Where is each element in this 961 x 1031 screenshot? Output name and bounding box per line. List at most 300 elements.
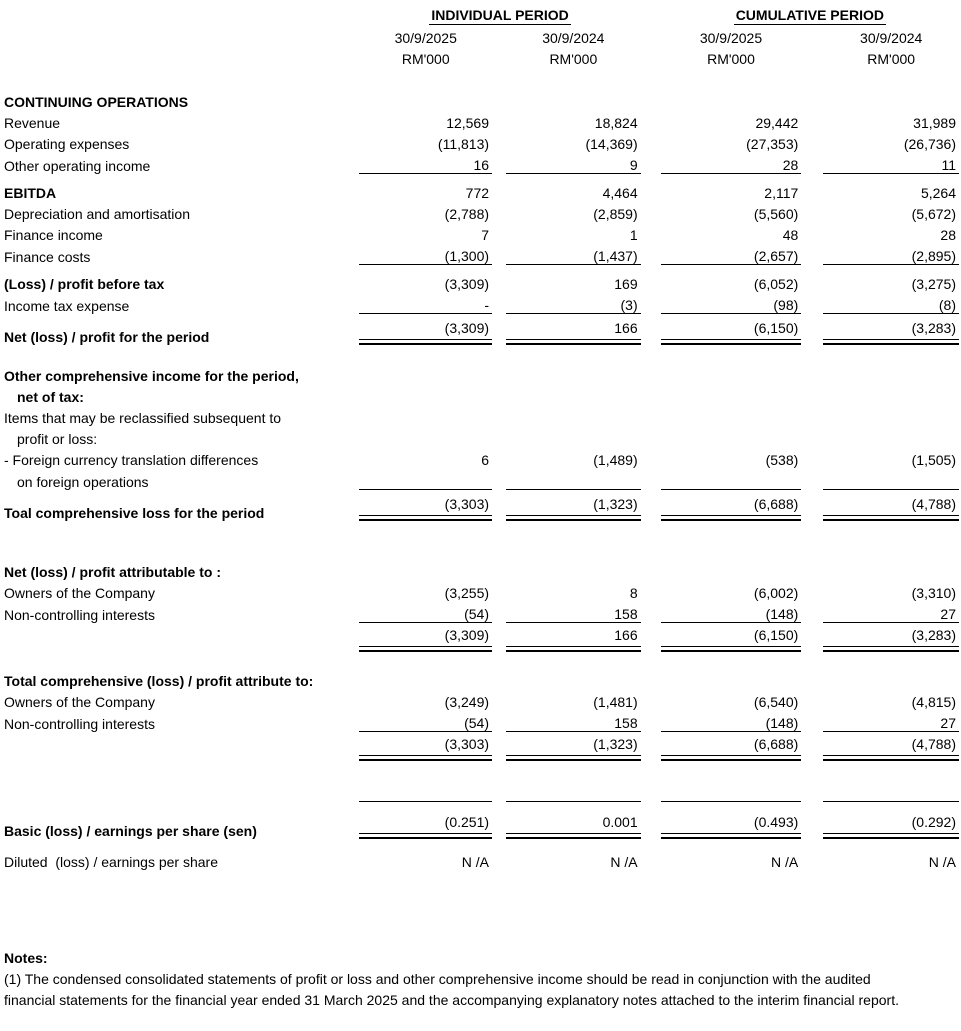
column-gap [641, 689, 661, 710]
value-cell [661, 468, 802, 490]
column-gap [641, 314, 661, 346]
column-gap [801, 152, 823, 174]
column-gap [801, 668, 823, 689]
table-row [4, 265, 959, 293]
value-text: 7 [481, 227, 490, 243]
value-cell [661, 732, 802, 762]
value-text: (0.251) [444, 814, 490, 830]
table-row [4, 490, 959, 522]
value-cell [506, 201, 641, 222]
column-gap [492, 668, 506, 689]
value-cell [359, 623, 492, 653]
table-row [4, 201, 959, 222]
spacer-row [4, 521, 959, 559]
header-gap [641, 5, 661, 25]
value-cell [359, 490, 492, 522]
value-cell [823, 314, 959, 346]
cumulative-period-header [661, 5, 959, 25]
table-row [4, 405, 959, 426]
spacer-row [4, 761, 959, 802]
table-row [4, 292, 959, 314]
value-cell [359, 447, 492, 468]
value-cell [506, 243, 641, 265]
column-gap [801, 110, 823, 131]
column-gap [801, 732, 823, 762]
value-text: (2,859) [593, 206, 638, 222]
value-text: (3,303) [444, 736, 490, 752]
individual-period-header [359, 5, 640, 25]
column-gap [641, 623, 661, 653]
spacer-cell [4, 839, 959, 849]
column-gap [641, 468, 661, 490]
value-cell [823, 490, 959, 522]
row-label: CONTINUING OPERATIONS [4, 94, 189, 110]
value-cell [661, 243, 802, 265]
row-label: Items that may be reclassified subsequent to [4, 410, 282, 426]
header-gap [641, 25, 661, 46]
header-spacer [4, 25, 359, 46]
value-cell [506, 110, 641, 131]
row-label [4, 732, 359, 762]
row-label: Operating expenses [4, 136, 130, 152]
value-text: - [484, 297, 490, 313]
value-text: (54) [464, 715, 490, 731]
header-gap [492, 46, 506, 67]
value-cell [506, 131, 641, 152]
value-cell [661, 802, 802, 840]
value-cell [661, 174, 802, 202]
table-row [4, 802, 959, 840]
column-gap [641, 152, 661, 174]
row-label: Net (loss) / profit attributable to : [4, 564, 221, 580]
value-cell [359, 468, 492, 490]
value-text: (6,150) [753, 627, 799, 643]
value-text: (5,672) [911, 206, 956, 222]
value-cell [359, 243, 492, 265]
row-label: (Loss) / profit before tax [4, 276, 165, 292]
column-date: 30/9/2024 [860, 30, 923, 46]
value-text: 28 [782, 157, 799, 173]
column-gap [641, 668, 661, 689]
value-cell [506, 468, 641, 490]
value-text: N /A [928, 854, 956, 870]
value-text: (1,505) [911, 452, 956, 468]
value-text: 27 [940, 606, 956, 622]
value-cell [359, 849, 492, 870]
column-unit: RM'000 [707, 51, 755, 67]
value-text: (6,150) [753, 320, 799, 336]
value-text: (11,813) [437, 136, 490, 152]
value-text: (3,283) [911, 320, 956, 336]
header-gap [641, 46, 661, 67]
header-gap [801, 46, 823, 67]
value-text: (3,283) [911, 627, 956, 643]
table-row [4, 732, 959, 762]
value-cell [661, 559, 802, 580]
value-cell [823, 732, 959, 762]
column-gap [641, 201, 661, 222]
column-gap [492, 265, 506, 293]
value-cell [823, 559, 959, 580]
column-gap [492, 802, 506, 840]
value-text: (3,255) [444, 585, 490, 601]
table-row [4, 243, 959, 265]
column-gap [801, 222, 823, 243]
column-gap [641, 243, 661, 265]
table-row [4, 363, 959, 384]
value-cell [506, 580, 641, 601]
row-label: - Foreign currency translation differences [4, 452, 259, 468]
column-gap [801, 426, 823, 447]
value-cell [506, 174, 641, 202]
value-text: (5,560) [753, 206, 799, 222]
value-text: 9 [629, 157, 638, 173]
value-cell [359, 668, 492, 689]
value-text: 16 [473, 157, 490, 173]
value-text: 31,989 [913, 115, 956, 131]
table-row [4, 110, 959, 131]
column-gap [801, 384, 823, 405]
column-gap [801, 89, 823, 110]
column-gap [641, 89, 661, 110]
value-cell [506, 384, 641, 405]
value-text: N /A [461, 854, 490, 870]
value-cell [823, 447, 959, 468]
value-text: (4,788) [911, 736, 956, 752]
column-gap [641, 384, 661, 405]
column-gap [641, 363, 661, 384]
note-text-line: financial statements for the financial year ended 31 March 2025 and the accompanying explanatory notes attached to the interim financial report. [4, 992, 899, 1008]
value-cell [506, 559, 641, 580]
table-row [4, 623, 959, 653]
value-cell [506, 222, 641, 243]
column-gap [492, 426, 506, 447]
spacer-row [4, 652, 959, 668]
column-gap [801, 405, 823, 426]
column-gap [641, 710, 661, 732]
column-gap [801, 849, 823, 870]
value-cell [359, 152, 492, 174]
value-cell [823, 201, 959, 222]
column-gap [492, 89, 506, 110]
value-text: (2,788) [444, 206, 490, 222]
row-label: EBITDA [4, 185, 57, 201]
value-cell [359, 710, 492, 732]
value-cell [359, 601, 492, 623]
date-row [4, 25, 959, 46]
value-cell [359, 174, 492, 202]
column-gap [641, 601, 661, 623]
column-gap [641, 849, 661, 870]
value-text: 169 [614, 276, 638, 292]
column-gap [801, 490, 823, 522]
column-gap [641, 490, 661, 522]
value-cell [823, 363, 959, 384]
value-text: 12,569 [446, 115, 490, 131]
value-text: (6,052) [753, 276, 799, 292]
column-gap [641, 447, 661, 468]
value-cell [823, 802, 959, 840]
value-cell [359, 131, 492, 152]
table-row [4, 689, 959, 710]
column-gap [801, 314, 823, 346]
column-gap [492, 710, 506, 732]
value-text: 6 [481, 452, 490, 468]
value-cell [506, 426, 641, 447]
individual-period-label: INDIVIDUAL PERIOD [431, 7, 569, 23]
value-cell [359, 689, 492, 710]
value-cell [823, 710, 959, 732]
column-date: 30/9/2024 [542, 30, 605, 46]
value-cell [823, 152, 959, 174]
value-cell [661, 152, 802, 174]
value-text: (4,788) [911, 496, 956, 512]
row-label: Basic (loss) / earnings per share (sen) [4, 823, 257, 839]
row-label: Toal comprehensive loss for the period [4, 505, 265, 521]
value-text: (1,481) [593, 694, 638, 710]
unit-row [4, 46, 959, 67]
column-gap [492, 292, 506, 314]
column-gap [641, 131, 661, 152]
table-row [4, 152, 959, 174]
value-cell [823, 426, 959, 447]
table-row [4, 384, 959, 405]
column-gap [801, 802, 823, 840]
column-gap [492, 468, 506, 490]
column-date: 30/9/2025 [699, 30, 763, 46]
row-label: Net (loss) / profit for the period [4, 329, 210, 345]
value-cell [823, 174, 959, 202]
value-cell [506, 668, 641, 689]
value-cell [506, 89, 641, 110]
value-cell [359, 292, 492, 314]
value-cell [661, 201, 802, 222]
value-cell [506, 802, 641, 840]
value-text: 27 [940, 715, 956, 731]
column-gap [492, 314, 506, 346]
column-gap [801, 363, 823, 384]
row-label: Non-controlling interests [4, 715, 155, 732]
row-label: Income tax expense [4, 297, 130, 314]
spacer-cell [4, 67, 959, 89]
value-cell [661, 447, 802, 468]
note-text-line: (1) The condensed consolidated statements of profit or loss and other comprehensive income should be read in conjunction with the audited [4, 971, 871, 987]
column-gap [492, 732, 506, 762]
table-row [4, 131, 959, 152]
value-cell [661, 580, 802, 601]
value-cell [661, 849, 802, 870]
column-gap [801, 131, 823, 152]
column-gap [492, 580, 506, 601]
value-text: 166 [614, 320, 638, 336]
header-gap [801, 25, 823, 46]
value-text: 4,464 [602, 185, 638, 201]
row-label: profit or loss: [17, 431, 98, 447]
value-cell [661, 131, 802, 152]
value-text: 772 [465, 185, 490, 201]
value-text: (3,310) [911, 585, 956, 601]
value-cell [661, 426, 802, 447]
value-text: (6,002) [753, 585, 799, 601]
column-gap [801, 468, 823, 490]
row-label: Depreciation and amortisation [4, 206, 190, 222]
value-text: (3,309) [444, 276, 490, 292]
row-label: Owners of the Company [4, 585, 155, 601]
notes-section [4, 948, 959, 1011]
cumulative-period-label: CUMULATIVE PERIOD [735, 7, 884, 23]
column-gap [801, 559, 823, 580]
spacer-row [4, 345, 959, 363]
value-text: (1,323) [593, 736, 638, 752]
value-text: 158 [614, 606, 638, 622]
column-gap [492, 222, 506, 243]
value-cell [661, 668, 802, 689]
value-text: 8 [629, 585, 638, 601]
row-label: Total comprehensive (loss) / profit attribute to: [4, 673, 314, 689]
row-label [4, 623, 359, 653]
value-cell [823, 222, 959, 243]
period-group-row [4, 5, 959, 25]
value-cell [661, 265, 802, 293]
value-cell [661, 89, 802, 110]
value-text: N /A [771, 854, 799, 870]
value-text: 166 [614, 627, 638, 643]
value-text: 29,442 [755, 115, 799, 131]
value-text: (4,815) [911, 694, 956, 710]
spacer-row [4, 67, 959, 89]
value-cell [506, 689, 641, 710]
value-cell [359, 265, 492, 293]
value-text: 18,824 [594, 115, 638, 131]
column-gap [801, 623, 823, 653]
table-row [4, 89, 959, 110]
value-cell [823, 405, 959, 426]
value-text: (1,300) [444, 248, 490, 264]
value-text: (26,736) [903, 136, 956, 152]
value-cell [506, 447, 641, 468]
column-gap [801, 243, 823, 265]
column-gap [492, 110, 506, 131]
column-date: 30/9/2025 [394, 30, 457, 46]
value-text: 48 [782, 227, 799, 243]
table-row [4, 849, 959, 870]
column-gap [492, 490, 506, 522]
spacer-cell [4, 761, 959, 802]
value-text: (0.493) [753, 814, 799, 830]
header-gap [492, 25, 506, 46]
column-gap [801, 601, 823, 623]
value-cell [661, 601, 802, 623]
value-cell [506, 265, 641, 293]
value-cell [506, 601, 641, 623]
column-gap [492, 363, 506, 384]
table-row [4, 559, 959, 580]
spacer-cell [4, 521, 959, 559]
value-cell [661, 405, 802, 426]
value-text: 2,117 [764, 185, 799, 201]
value-cell [359, 580, 492, 601]
value-cell [506, 292, 641, 314]
value-cell [823, 623, 959, 653]
value-cell [359, 384, 492, 405]
column-gap [641, 222, 661, 243]
column-gap [801, 201, 823, 222]
value-text: (3,309) [444, 627, 490, 643]
column-gap [641, 292, 661, 314]
notes-heading: Notes: [4, 950, 48, 966]
row-label: net of tax: [17, 389, 84, 405]
column-gap [801, 265, 823, 293]
column-gap [492, 174, 506, 202]
value-cell [661, 689, 802, 710]
table-row [4, 222, 959, 243]
value-cell [359, 405, 492, 426]
value-cell [359, 732, 492, 762]
row-label: Other comprehensive income for the period, [4, 368, 299, 384]
value-cell [359, 426, 492, 447]
column-unit: RM'000 [549, 51, 598, 67]
value-cell [823, 292, 959, 314]
column-gap [801, 174, 823, 202]
column-gap [492, 384, 506, 405]
value-text: (98) [773, 297, 799, 313]
value-text: (3,275) [911, 276, 956, 292]
value-cell [359, 222, 492, 243]
table-row [4, 426, 959, 447]
value-cell [661, 490, 802, 522]
header-spacer [4, 5, 359, 25]
value-text: 158 [614, 715, 638, 731]
row-label: Finance income [4, 227, 103, 243]
column-gap [492, 201, 506, 222]
table-row [4, 601, 959, 623]
value-cell [823, 668, 959, 689]
value-text: 0.001 [602, 814, 638, 830]
table-row [4, 447, 959, 468]
value-text: 1 [629, 227, 638, 243]
value-cell [661, 314, 802, 346]
header-spacer [4, 46, 359, 67]
column-gap [801, 710, 823, 732]
value-text: (6,540) [753, 694, 799, 710]
row-label: on foreign operations [17, 473, 149, 490]
column-gap [801, 292, 823, 314]
value-cell [823, 89, 959, 110]
value-text: (27,353) [746, 136, 799, 152]
value-text: (148) [765, 715, 799, 731]
table-row [4, 710, 959, 732]
value-cell [359, 802, 492, 840]
column-unit: RM'000 [867, 51, 916, 67]
value-cell [506, 314, 641, 346]
column-gap [492, 405, 506, 426]
value-cell [823, 849, 959, 870]
value-text: (3,249) [444, 694, 490, 710]
value-cell [359, 559, 492, 580]
value-cell [359, 110, 492, 131]
value-cell [823, 110, 959, 131]
value-text: (1,489) [593, 452, 638, 468]
spacer-cell [4, 652, 959, 668]
column-gap [641, 265, 661, 293]
column-gap [641, 802, 661, 840]
value-text: (2,895) [911, 248, 956, 264]
spacer-row [4, 839, 959, 849]
column-gap [641, 580, 661, 601]
value-text: (6,688) [753, 736, 799, 752]
value-cell [359, 201, 492, 222]
value-cell [506, 490, 641, 522]
